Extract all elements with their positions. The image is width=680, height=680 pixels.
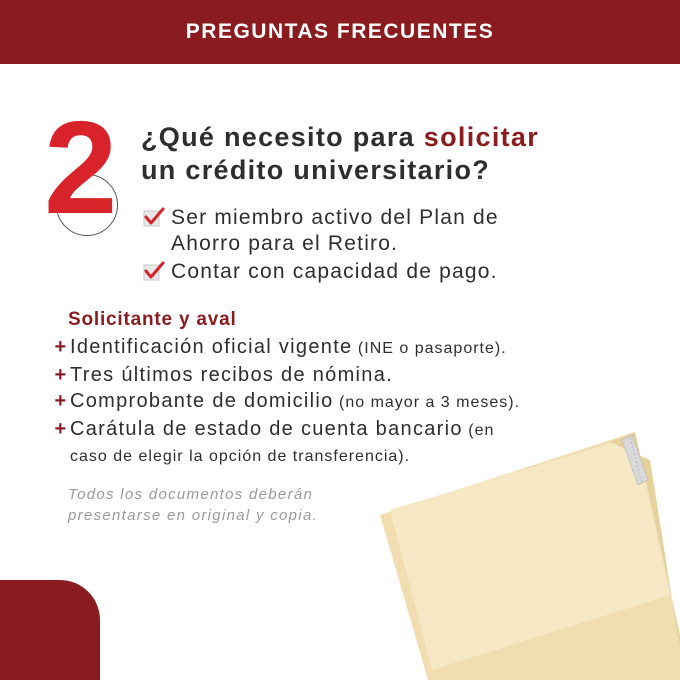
check-icon (143, 207, 165, 229)
plus-icon: + (54, 390, 68, 412)
requirement-line1: Ser miembro activo del Plan de (171, 206, 499, 229)
header-title: PREGUNTAS FRECUENTES (185, 20, 495, 43)
document-item (54, 388, 654, 416)
requirements-list (143, 205, 643, 287)
header-banner (0, 0, 680, 64)
document-text: Identificación oficial vigente (70, 336, 353, 358)
footnote (68, 484, 378, 526)
plus-icon: + (54, 364, 68, 386)
big-number: 2 (44, 94, 118, 241)
question-part1: ¿Qué necesito para (141, 122, 424, 152)
requirement-line2: Ahorro para el Retiro. (171, 232, 399, 255)
requirement-line1: Contar con capacidad de pago. (171, 260, 498, 283)
question-highlight: solicitar (423, 122, 540, 152)
big-number-graphic (44, 94, 134, 247)
document-text: Tres últimos recibos de nómina. (70, 364, 394, 386)
document-note: (INE o pasaporte). (352, 340, 507, 357)
document-item (54, 362, 654, 388)
document-continuation: caso de elegir la opción de transferencia). (70, 448, 411, 465)
plus-icon: + (54, 336, 68, 358)
document-note: (no mayor a 3 meses). (333, 394, 521, 411)
requirement-item (143, 259, 643, 285)
requirement-item (143, 205, 643, 257)
question-part2: un crédito universitario? (141, 155, 491, 185)
document-text: Comprobante de domicilio (70, 390, 334, 412)
folder-icon (380, 420, 680, 680)
corner-decoration (0, 580, 100, 680)
footnote-line1: Todos los documentos deberán (68, 486, 314, 503)
document-text: Carátula de estado de cuenta bancario (70, 418, 463, 440)
plus-icon: + (54, 418, 68, 440)
footnote-line2: presentarse en original y copia. (68, 507, 319, 524)
question-heading (141, 121, 661, 187)
check-icon (143, 261, 165, 283)
section-title: Solicitante y aval (68, 309, 237, 330)
document-note: (en (462, 422, 495, 439)
document-item (54, 334, 654, 362)
